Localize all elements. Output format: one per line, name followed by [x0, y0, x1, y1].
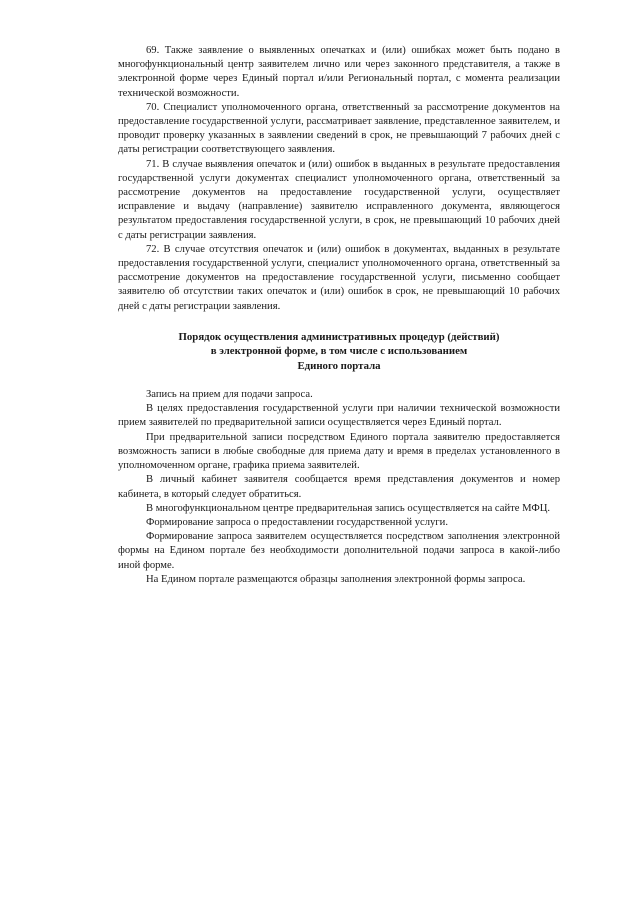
paragraph-personal-account: В личный кабинет заявителя сообщается время представления документов и номер кабинета, в который следует обратиться.: [118, 474, 560, 500]
paragraph-preliminary-record: При предварительной записи посредством Единого портала заявителю предоставляется возможность записи в любые свободные для приема дату и время в пределах установленного в уполномоченном органе, графика приема заявителей.: [118, 431, 560, 472]
paragraph-70: 70. Специалист уполномоченного органа, ответственный за рассмотрение документов на предоставление государственной услуги, рассматривает заявление, представленное заявителем, и проводит проверку указанных в заявлении сведений в срок, не превышающий 7 рабочих дней с даты регистрации соответствующего заявления.: [118, 101, 560, 156]
section-heading-line-1: Порядок осуществления административных процедур (действий): [178, 330, 500, 343]
spacer: [118, 314, 560, 330]
section-heading-line-3: Единого портала: [297, 359, 381, 372]
spacer: [118, 373, 560, 388]
section-heading: [118, 330, 560, 373]
paragraph-mfc-record: В многофункциональном центре предварительная запись осуществляется на сайте МФЦ.: [146, 502, 551, 514]
section-heading-line-2: в электронной форме, в том числе с использованием: [210, 345, 468, 358]
paragraph-appointment: Запись на прием для подачи запроса.: [146, 389, 313, 401]
paragraph-sample-forms: На Едином портале размещаются образцы заполнения электронной формы запроса.: [146, 573, 526, 585]
paragraph-appointment-purpose: В целях предоставления государственной услуги при наличии технической возможности прием заявителей по предварительной записи осуществляется через Единый портал.: [118, 403, 560, 429]
paragraph-71: 71. В случае выявления опечаток и (или) ошибок в выданных в результате предоставления государственной услуги документах специалист уполномоченного органа, ответственный за рассмотрение документов на предоставление государственной услуги, осуществляет исправление и выдачу (направление) заявителю исправленного документа, являющегося результатом предоставления государственной услуги, в срок, не превышающий 10 рабочих дней с даты регистрации заявления.: [118, 158, 560, 241]
paragraph-request-forming-details: Формирование запроса заявителем осуществляется посредством заполнения электронной формы на Едином портале без необходимости дополнительной подачи запроса в какой-либо иной форме.: [118, 531, 560, 571]
paragraph-request-forming: Формирование запроса о предоставлении государственной услуги.: [146, 516, 448, 528]
paragraph-69: 69. Также заявление о выявленных опечатках и (или) ошибках может быть подано в многофункциональный центр заявителем лично или через законного представителя, а также в электронной форме через Единый портал и/или Региональный портал, с момента реализации технической возможности.: [118, 45, 560, 99]
document-page: [118, 44, 560, 587]
paragraph-72: 72. В случае отсутствия опечаток и (или) ошибок в документах, выданных в результате предоставления государственной услуги, специалист уполномоченного органа, ответственный за рассмотрение документов на предоставление государственной услуги, письменно сообщает заявителю об отсутствии таких опечаток и (или) ошибок в срок, не превышающий 10 рабочих дней с даты регистрации заявления.: [118, 243, 560, 312]
